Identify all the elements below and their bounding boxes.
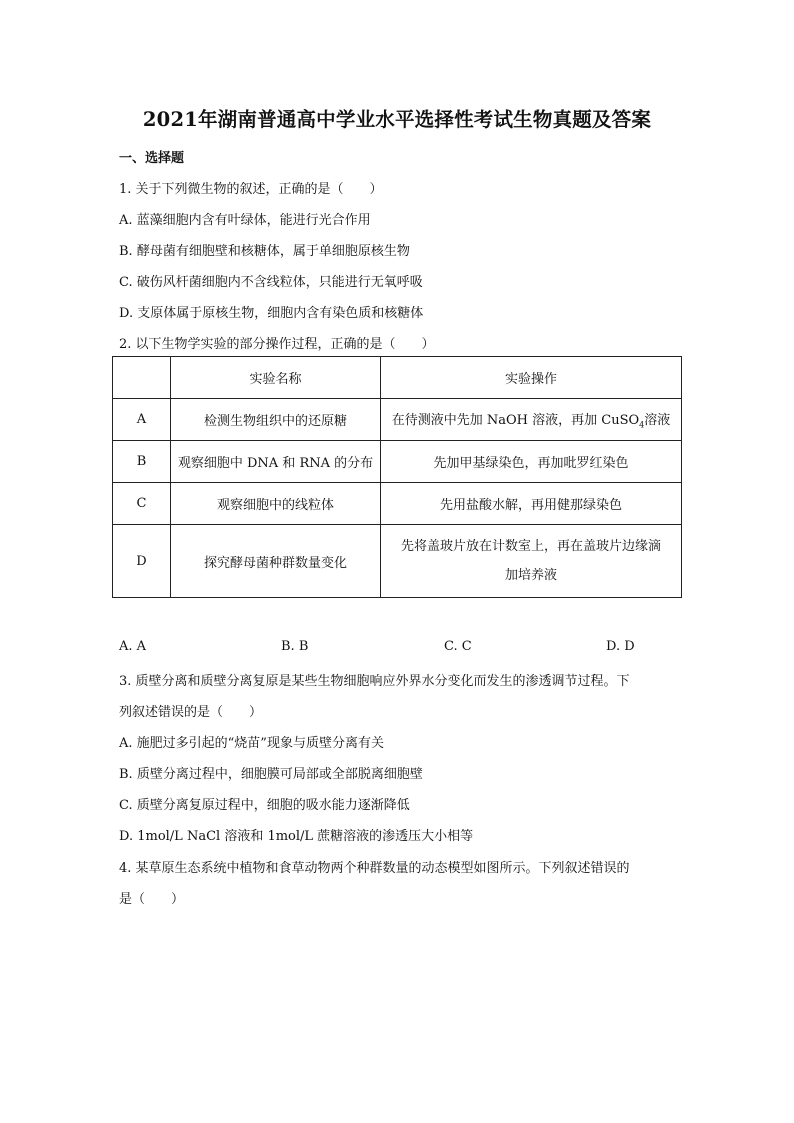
experiment-table bbox=[112, 356, 682, 598]
question-1-stem: 1. 关于下列微生物的叙述，正确的是（ ） bbox=[119, 182, 383, 197]
experiment-operation: 先将盖玻片放在计数室上，再在盖玻片边缘滴 加培养液 bbox=[381, 525, 682, 598]
table-row bbox=[113, 525, 682, 598]
table-row bbox=[113, 483, 682, 525]
experiment-name: 检测生物组织中的还原糖 bbox=[171, 399, 381, 441]
question-2-choice-d: D. D bbox=[606, 639, 635, 654]
row-label: C bbox=[113, 483, 171, 525]
section-heading: 一、选择题 bbox=[119, 151, 185, 166]
experiment-name: 探究酵母菌种群数量变化 bbox=[171, 525, 381, 598]
table-header-row bbox=[113, 357, 682, 399]
table-header-cell: 实验名称 bbox=[171, 357, 381, 399]
question-2-choice-c: C. C bbox=[444, 639, 472, 654]
table-row bbox=[113, 399, 682, 441]
question-2-stem: 2. 以下生物学实验的部分操作过程，正确的是（ ） bbox=[119, 337, 435, 352]
question-1-option-a: A. 蓝藻细胞内含有叶绿体，能进行光合作用 bbox=[119, 213, 371, 228]
question-4-stem-continued: 是（ ） bbox=[119, 892, 185, 907]
question-3-stem: 3. 质壁分离和质壁分离复原是某些生物细胞响应外界水分变化而发生的渗透调节过程。下 bbox=[119, 674, 630, 689]
experiment-operation: 先用盐酸水解，再用健那绿染色 bbox=[381, 483, 682, 525]
question-3-option-d: D. 1mol/L NaCl 溶液和 1mol/L 蔗糖溶液的渗透压大小相等 bbox=[119, 829, 474, 844]
question-3-stem-continued: 列叙述错误的是（ ） bbox=[119, 705, 263, 720]
table-row bbox=[113, 441, 682, 483]
row-label: D bbox=[113, 525, 171, 598]
question-1-option-d: D. 支原体属于原核生物，细胞内含有染色质和核糖体 bbox=[119, 306, 424, 321]
row-label: A bbox=[113, 399, 171, 441]
question-3-option-a: A. 施肥过多引起的“烧苗”现象与质壁分离有关 bbox=[119, 736, 384, 751]
experiment-name: 观察细胞中 DNA 和 RNA 的分布 bbox=[171, 441, 381, 483]
question-4-stem: 4. 某草原生态系统中植物和食草动物两个种群数量的动态模型如图所示。下列叙述错误的 bbox=[119, 861, 630, 876]
experiment-name: 观察细胞中的线粒体 bbox=[171, 483, 381, 525]
question-2-choice-b: B. B bbox=[281, 639, 309, 654]
page-title: 2021年湖南普通高中学业水平选择性考试生物真题及答案 bbox=[142, 108, 652, 131]
question-3-option-b: B. 质壁分离过程中，细胞膜可局部或全部脱离细胞壁 bbox=[119, 767, 423, 782]
experiment-operation: 在待测液中先加 NaOH 溶液，再加 CuSO$_4$溶液 bbox=[381, 399, 682, 441]
question-2-choice-a: A. A bbox=[119, 639, 147, 654]
table-header-cell bbox=[113, 357, 171, 399]
row-label: B bbox=[113, 441, 171, 483]
question-1-option-c: C. 破伤风杆菌细胞内不含线粒体，只能进行无氧呼吸 bbox=[119, 275, 423, 290]
experiment-operation: 先加甲基绿染色，再加吡罗红染色 bbox=[381, 441, 682, 483]
table-header-cell: 实验操作 bbox=[381, 357, 682, 399]
question-3-option-c: C. 质壁分离复原过程中，细胞的吸水能力逐渐降低 bbox=[119, 798, 410, 813]
question-1-option-b: B. 酵母菌有细胞壁和核糖体，属于单细胞原核生物 bbox=[119, 244, 410, 259]
